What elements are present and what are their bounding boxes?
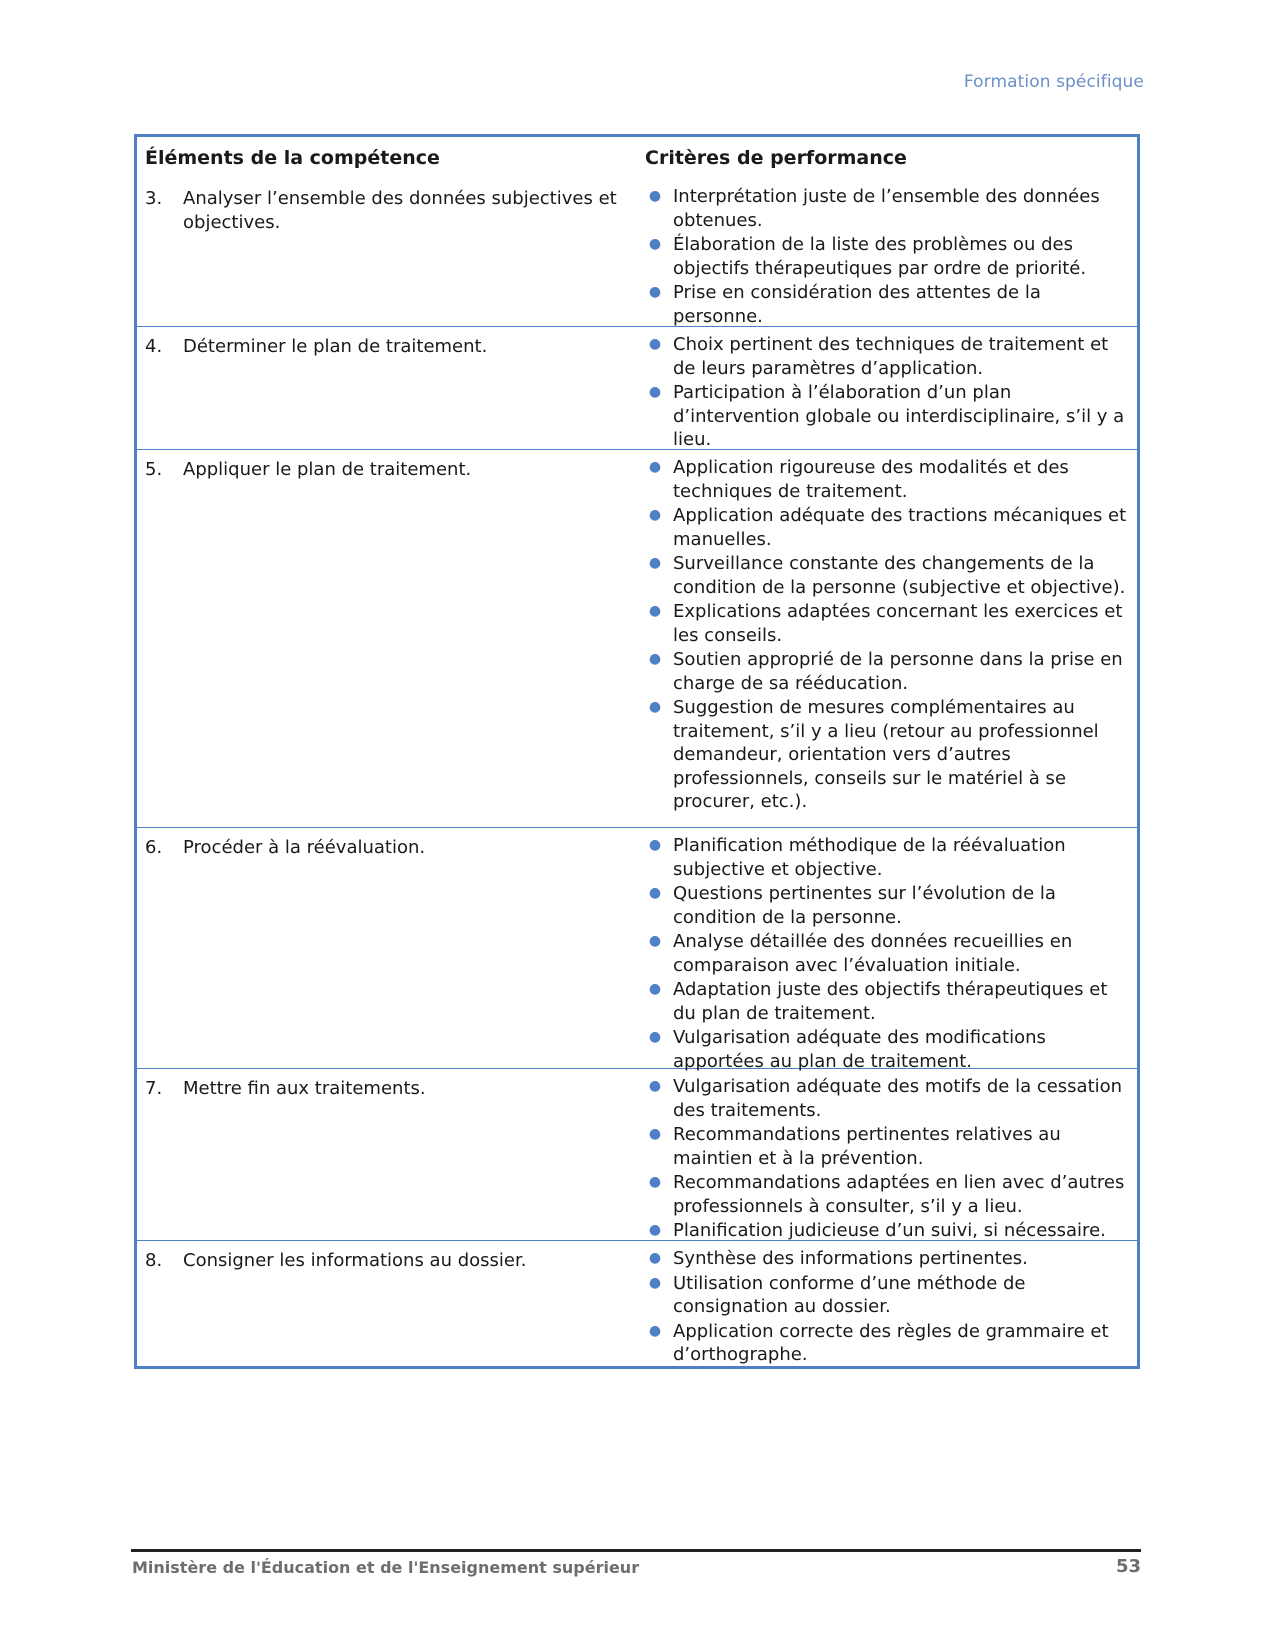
table-row <box>137 827 1137 1072</box>
criteria-text: Application rigoureuse des modalités et des techniques de traitement. <box>673 457 1069 502</box>
criteria-item <box>637 552 1129 599</box>
bullet-icon: ● <box>648 933 662 949</box>
criteria-cell <box>637 327 1137 449</box>
bullet-icon: ● <box>648 699 662 715</box>
criteria-item <box>637 834 1129 881</box>
element-text: Appliquer le plan de traitement. <box>183 459 472 480</box>
table-row <box>137 1068 1137 1240</box>
criteria-text: Prise en considération des attentes de la personne. <box>673 282 1041 327</box>
bullet-icon: ● <box>648 837 662 853</box>
page-number: 53 <box>1115 1556 1141 1577</box>
column-header-criteria: Critères de performance <box>645 147 907 169</box>
criteria-text: Synthèse des informations pertinentes. <box>673 1248 1028 1269</box>
bullet-icon: ● <box>648 384 662 400</box>
table-body <box>137 179 1137 1366</box>
competence-element <box>137 1069 637 1101</box>
competence-element <box>137 1241 637 1273</box>
bullet-icon: ● <box>648 1322 662 1339</box>
bullet-icon: ● <box>648 336 662 352</box>
bullet-icon: ● <box>648 188 662 204</box>
competence-element <box>137 450 637 482</box>
table-row <box>137 179 1137 326</box>
criteria-list <box>637 179 1137 334</box>
criteria-cell <box>637 1241 1137 1366</box>
element-text: Mettre fin aux traitements. <box>183 1078 426 1099</box>
criteria-text: Choix pertinent des techniques de traitement et de leurs paramètres d’application. <box>673 334 1109 379</box>
criteria-list <box>637 828 1137 1079</box>
element-number: 5. <box>145 459 163 480</box>
criteria-text: Vulgarisation adéquate des motifs de la cessation des traitements. <box>673 1076 1123 1121</box>
criteria-text: Application correcte des règles de grammaire et d’orthographe. <box>673 1320 1109 1365</box>
element-cell <box>137 1241 637 1366</box>
criteria-cell <box>637 1069 1137 1240</box>
element-cell <box>137 327 637 449</box>
competence-table <box>134 134 1140 1369</box>
criteria-item <box>637 882 1129 929</box>
element-number: 7. <box>145 1078 163 1099</box>
bullet-icon: ● <box>648 651 662 667</box>
element-text: Consigner les informations au dossier. <box>183 1250 527 1271</box>
footer-ministry: Ministère de l'Éducation et de l'Enseignement supérieur <box>132 1558 640 1577</box>
criteria-cell <box>637 179 1137 326</box>
element-text: Déterminer le plan de traitement. <box>183 336 488 357</box>
bullet-icon: ● <box>648 459 662 475</box>
criteria-item <box>637 648 1129 695</box>
criteria-item <box>637 1320 1129 1367</box>
criteria-text: Surveillance constante des changements de la condition de la personne (subjective et objective). <box>673 553 1126 598</box>
criteria-item <box>637 1026 1129 1073</box>
criteria-text: Élaboration de la liste des problèmes ou des objectifs thérapeutiques par ordre de priorité. <box>673 234 1087 279</box>
bullet-icon: ● <box>648 284 662 300</box>
criteria-text: Analyse détaillée des données recueillies en comparaison avec l’évaluation initiale. <box>673 931 1073 976</box>
criteria-text: Vulgarisation adéquate des modifications apportées au plan de traitement. <box>673 1027 1046 1072</box>
criteria-text: Participation à l’élaboration d’un plan d’intervention globale ou interdisciplinaire, s’il y a lieu. <box>673 382 1125 450</box>
element-text: Procéder à la réévaluation. <box>183 837 426 858</box>
table-row <box>137 449 1137 827</box>
section-header: Formation spécifique <box>963 72 1144 92</box>
criteria-item <box>637 281 1129 328</box>
element-cell <box>137 1069 637 1240</box>
criteria-item <box>637 185 1129 232</box>
criteria-cell <box>637 450 1137 827</box>
criteria-item <box>637 1171 1129 1218</box>
criteria-item <box>637 978 1129 1025</box>
criteria-item <box>637 381 1129 452</box>
criteria-text: Soutien approprié de la personne dans la prise en charge de sa rééducation. <box>673 649 1123 694</box>
bullet-icon: ● <box>648 236 662 252</box>
criteria-item <box>637 600 1129 647</box>
bullet-icon: ● <box>648 1078 662 1094</box>
criteria-item <box>637 233 1129 280</box>
criteria-item <box>637 1075 1129 1122</box>
criteria-list <box>637 327 1137 458</box>
element-number: 4. <box>145 336 163 357</box>
criteria-item <box>637 333 1129 380</box>
bullet-icon: ● <box>648 1126 662 1142</box>
criteria-text: Interprétation juste de l’ensemble des données obtenues. <box>673 186 1100 231</box>
criteria-text: Recommandations adaptées en lien avec d’autres professionnels à consulter, s’il y a lieu. <box>673 1172 1125 1217</box>
table-header-row <box>137 137 1137 179</box>
criteria-text: Utilisation conforme d’une méthode de consignation au dossier. <box>673 1272 1026 1317</box>
bullet-icon: ● <box>648 1174 662 1190</box>
bullet-icon: ● <box>648 1250 662 1266</box>
criteria-text: Questions pertinentes sur l’évolution de la condition de la personne. <box>673 883 1056 928</box>
competence-element <box>137 327 637 359</box>
criteria-item <box>637 930 1129 977</box>
element-number: 3. <box>145 188 163 209</box>
footer-divider <box>131 1549 1141 1552</box>
criteria-text: Recommandations pertinentes relatives au maintien et à la prévention. <box>673 1124 1061 1169</box>
bullet-icon: ● <box>648 1274 662 1291</box>
column-header-elements: Éléments de la compétence <box>145 147 440 169</box>
bullet-icon: ● <box>648 1222 662 1238</box>
criteria-list <box>637 1241 1137 1373</box>
criteria-item <box>637 504 1129 551</box>
element-text: Analyser l’ensemble des données subjectives et objectives. <box>183 188 617 233</box>
criteria-cell <box>637 828 1137 1072</box>
bullet-icon: ● <box>648 981 662 997</box>
criteria-text: Planification judicieuse d’un suivi, si nécessaire. <box>673 1220 1106 1241</box>
table-row <box>137 1240 1137 1366</box>
criteria-list <box>637 1069 1137 1249</box>
competence-element <box>137 179 637 235</box>
criteria-item <box>637 1272 1129 1319</box>
criteria-text: Suggestion de mesures complémentaires au traitement, s’il y a lieu (retour au professionnel demandeur, orientation vers d’autres professionnels, conseils sur le matériel à se procurer, etc.). <box>673 697 1099 812</box>
element-number: 8. <box>145 1250 163 1271</box>
criteria-text: Adaptation juste des objectifs thérapeutiques et du plan de traitement. <box>673 979 1108 1024</box>
bullet-icon: ● <box>648 1029 662 1045</box>
bullet-icon: ● <box>648 603 662 619</box>
criteria-text: Application adéquate des tractions mécaniques et manuelles. <box>673 505 1127 550</box>
criteria-item <box>637 1219 1129 1243</box>
element-number: 6. <box>145 837 163 858</box>
criteria-list <box>637 450 1137 820</box>
bullet-icon: ● <box>648 507 662 523</box>
criteria-text: Planification méthodique de la réévaluation subjective et objective. <box>673 835 1066 880</box>
criteria-item <box>637 1247 1129 1271</box>
competence-element <box>137 828 637 860</box>
criteria-item <box>637 1123 1129 1170</box>
bullet-icon: ● <box>648 555 662 571</box>
element-cell <box>137 828 637 1068</box>
criteria-item <box>637 456 1129 503</box>
bullet-icon: ● <box>648 885 662 901</box>
element-cell <box>137 179 637 326</box>
criteria-item <box>637 696 1129 814</box>
table-row <box>137 326 1137 449</box>
element-cell <box>137 450 637 827</box>
criteria-text: Explications adaptées concernant les exercices et les conseils. <box>673 601 1123 646</box>
